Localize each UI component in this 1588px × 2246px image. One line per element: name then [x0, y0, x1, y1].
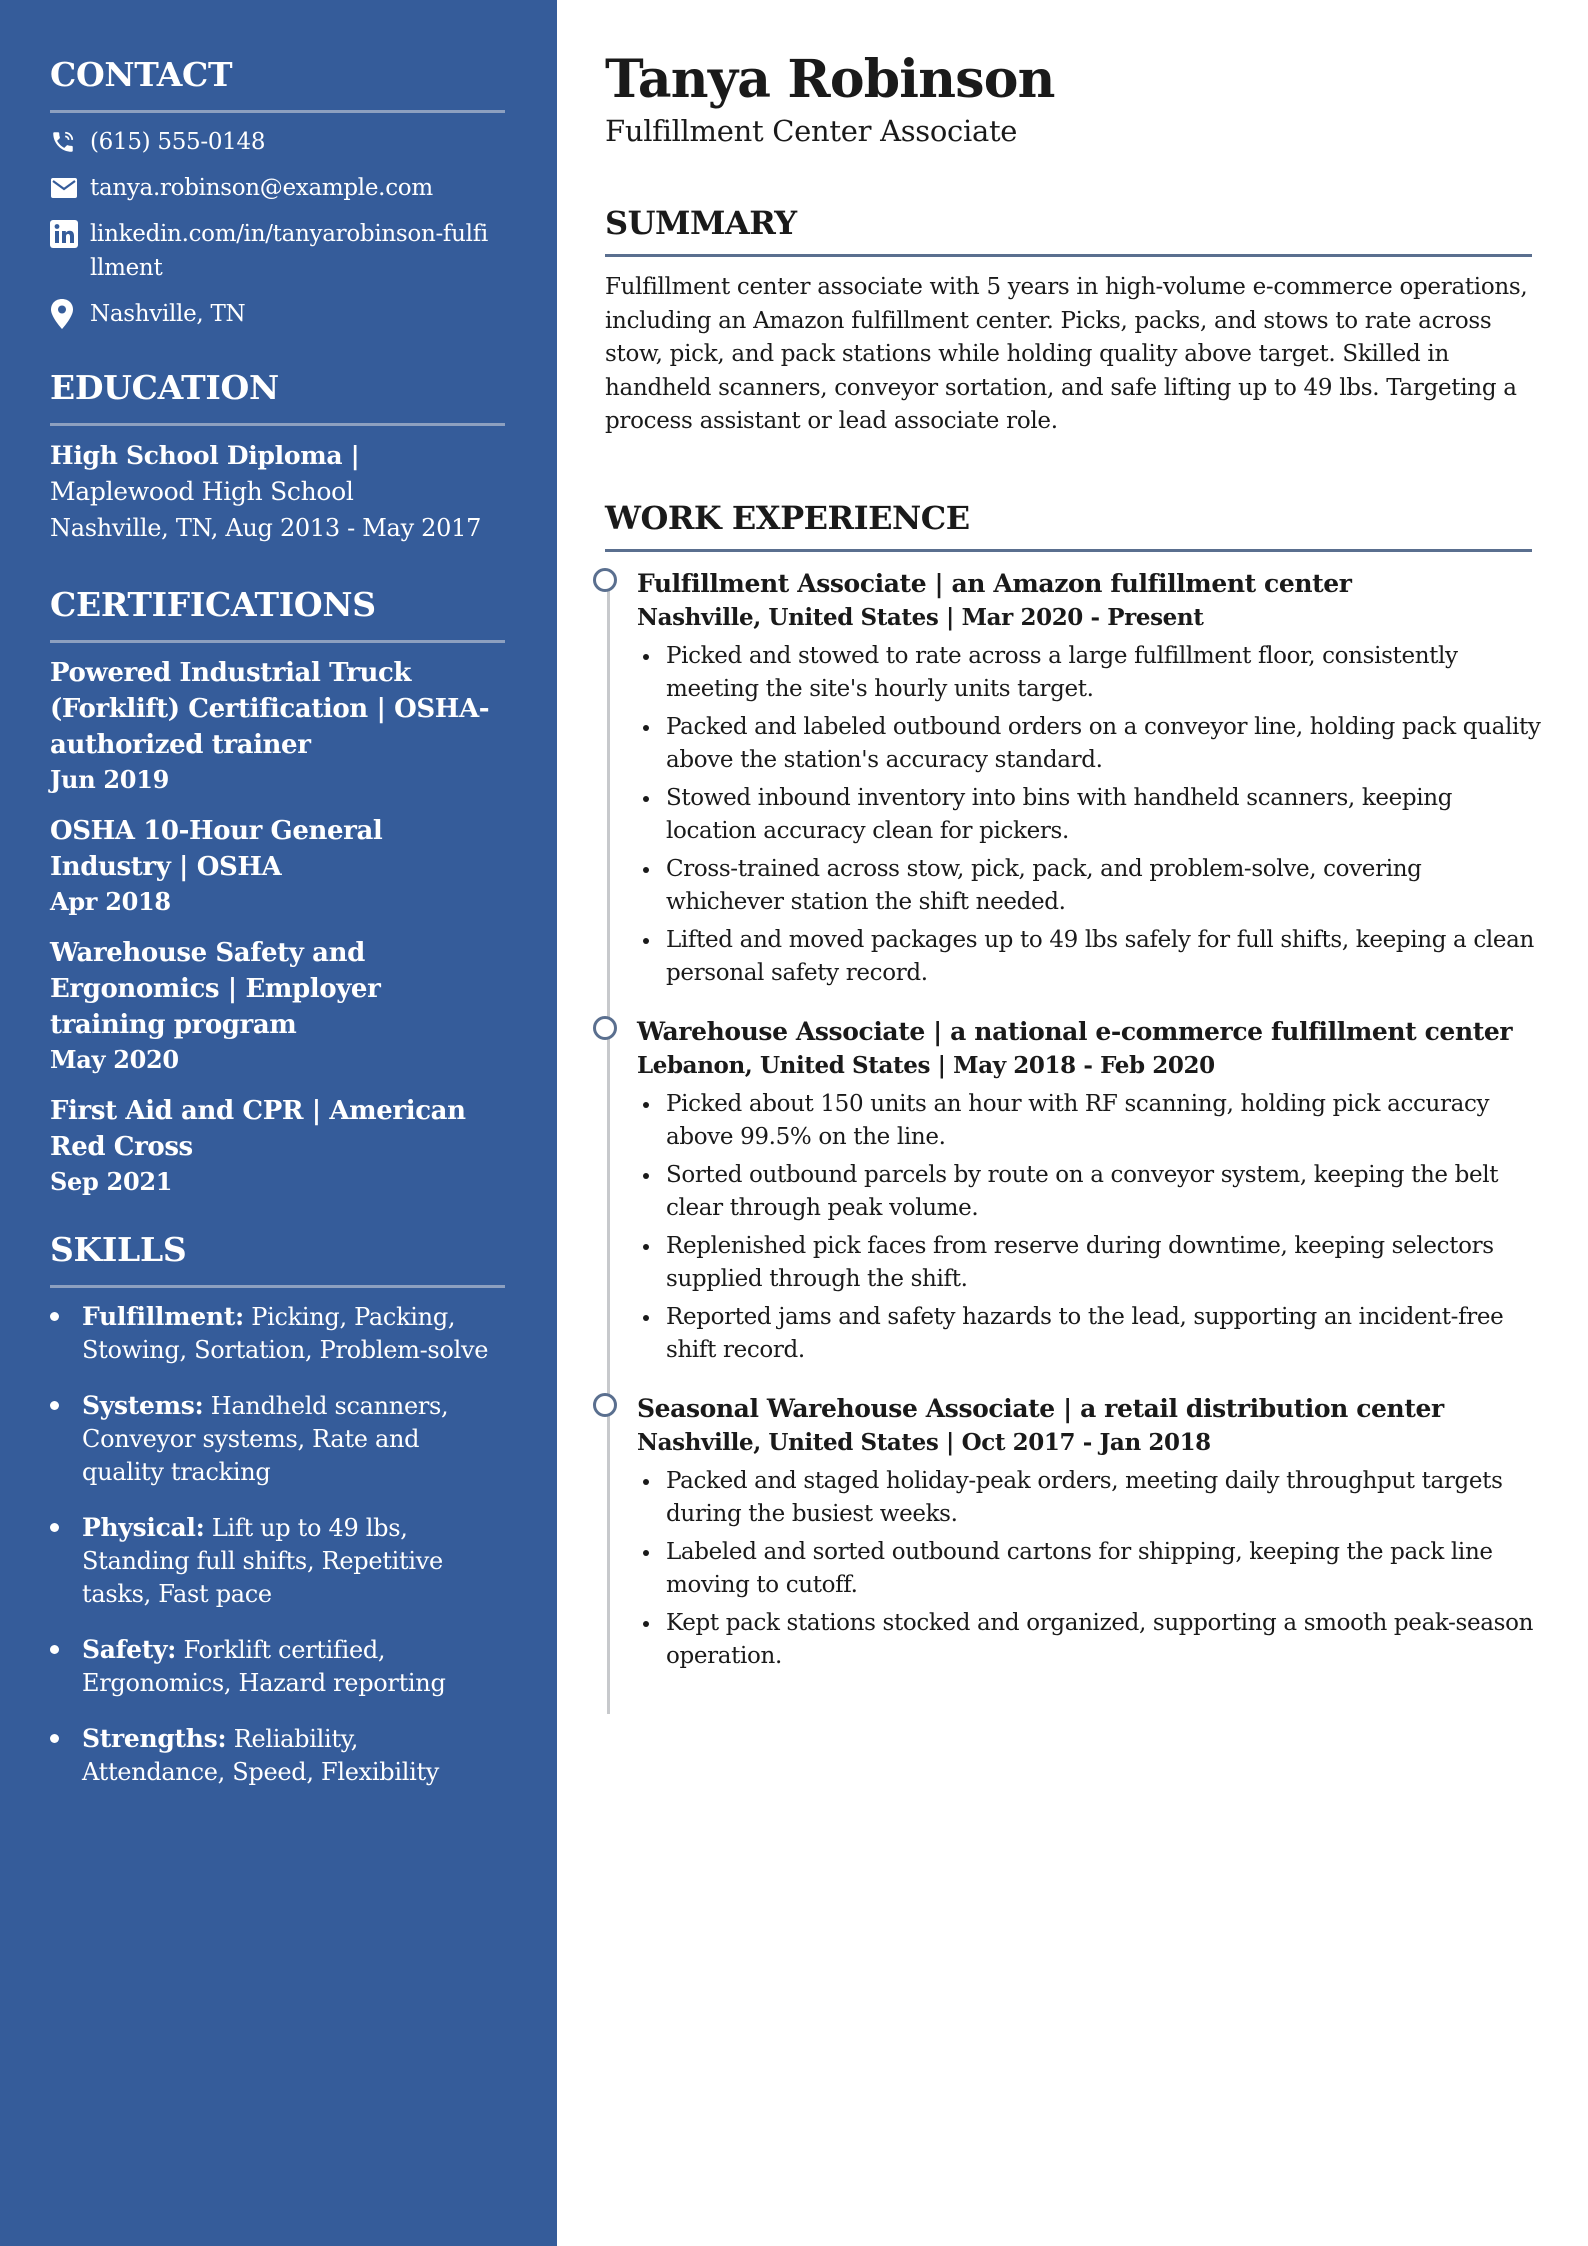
skill-label: Fulfillment:: [82, 1302, 244, 1331]
education-separator: |: [342, 441, 360, 470]
bullet-text: Reported jams and safety hazards to the lead, supporting an incident-free shift record.: [666, 1303, 1504, 1363]
summary-heading: SUMMARY: [605, 204, 797, 242]
skill-value: Lift up to 49 lbs, Standing full shifts, Repetitive tasks, Fast pace: [82, 1514, 443, 1608]
job-bullet: [637, 924, 1545, 990]
contact-location: [50, 297, 505, 331]
contact-phone[interactable]: [50, 125, 505, 159]
email-text: tanya.robinson@example.com: [90, 175, 433, 201]
bullet-text: Sorted outbound parcels by route on a conveyor system, keeping the belt clear through peak volume.: [666, 1161, 1499, 1221]
skills-list: [50, 1300, 505, 1789]
bullet-dot: [643, 1315, 649, 1321]
job-entry: [637, 566, 1545, 990]
skill-label: Safety:: [82, 1635, 177, 1664]
certification-item: [50, 1093, 505, 1199]
bullet-text: Picked about 150 units an hour with RF scanning, holding pick accuracy above 99.5% on the line.: [666, 1090, 1490, 1150]
location-text: Nashville, TN: [90, 301, 246, 327]
job-title: Fulfillment Center Associate: [605, 114, 1018, 148]
skill-value: Picking, Packing, Stowing, Sortation, Problem-solve: [82, 1303, 489, 1364]
job-bullet: [637, 1607, 1545, 1673]
education-details: Nashville, TN, Aug 2013 - May 2017: [50, 514, 482, 542]
skill-value: Reliability, Attendance, Speed, Flexibility: [82, 1725, 440, 1786]
divider: [50, 423, 505, 426]
contact-linkedin[interactable]: [50, 217, 505, 285]
bullet-text: Picked and stowed to rate across a large fulfillment floor, consistently meeting the site's hourly units target.: [666, 642, 1458, 702]
certification-item: [50, 813, 505, 919]
bullet-dot: [643, 1102, 649, 1108]
bullet-text: Kept pack stations stocked and organized, supporting a smooth peak-season operation.: [666, 1609, 1534, 1669]
job-bullet: [637, 1465, 1545, 1531]
divider: [50, 640, 505, 643]
certification-date: Apr 2018: [50, 887, 171, 916]
timeline-marker: [593, 1016, 617, 1040]
skill-item: [50, 1511, 505, 1611]
bullet-dot: [643, 1244, 649, 1250]
summary-text: Fulfillment center associate with 5 years in high-volume e-commerce operations, including an Amazon fulfillment center. Picks, packs, and stows to rate across stow, pick, and pack stations while holding quality above target. Skilled in handheld scanners, conveyor sortation, and safe lifting up to 49 lbs. Targeting a process assistant or lead associate role.: [605, 274, 1528, 434]
job-bullets: [637, 1088, 1545, 1367]
skill-value: Forklift certified, Ergonomics, Hazard reporting: [82, 1636, 446, 1697]
education-heading: EDUCATION: [50, 368, 279, 407]
experience-heading: WORK EXPERIENCE: [605, 498, 970, 537]
job-entry-title: Fulfillment Associate | an Amazon fulfillment center: [637, 568, 1352, 598]
education-entry: [50, 438, 505, 546]
bullet-text: Lifted and moved packages up to 49 lbs safely for full shifts, keeping a clean personal safety record.: [666, 926, 1534, 986]
timeline-line: [607, 584, 610, 1714]
divider: [605, 254, 1532, 257]
bullet-dot: [643, 938, 649, 944]
bullet-dot: [50, 1645, 59, 1654]
contact-heading: CONTACT: [50, 55, 233, 94]
education-school: Maplewood High School: [50, 477, 354, 506]
candidate-name: Tanya Robinson: [605, 49, 1055, 110]
skills-heading: SKILLS: [50, 1230, 187, 1269]
skill-label: Strengths:: [82, 1724, 227, 1753]
certifications-list: [50, 655, 505, 1199]
bullet-text: Packed and labeled outbound orders on a conveyor line, holding pack quality above the station's accuracy standard.: [666, 713, 1541, 773]
certification-item: [50, 655, 505, 797]
education-line: [50, 438, 480, 510]
job-bullet: [637, 711, 1545, 777]
phone-icon: [50, 125, 90, 159]
bullet-dot: [643, 1550, 649, 1556]
job-entry-meta: Nashville, United States | Mar 2020 - Present: [637, 603, 1204, 631]
skill-item: [50, 1722, 505, 1789]
education-degree: High School Diploma: [50, 441, 343, 470]
job-bullet: [637, 1088, 1545, 1154]
job-entry-meta: Nashville, United States | Oct 2017 - Jan 2018: [637, 1428, 1211, 1456]
job-bullet: [637, 853, 1545, 919]
phone-text: (615) 555-0148: [90, 129, 266, 155]
job-bullet: [637, 1159, 1545, 1225]
skill-item: [50, 1389, 505, 1489]
timeline-marker: [593, 1393, 617, 1417]
certification-title: Warehouse Safety and Ergonomics | Employer training program: [50, 938, 381, 1040]
bullet-dot: [643, 654, 649, 660]
certification-date: Jun 2019: [50, 765, 170, 794]
skill-value: Handheld scanners, Conveyor systems, Rate and quality tracking: [82, 1392, 449, 1486]
contact-email[interactable]: [50, 171, 505, 205]
bullet-text: Packed and staged holiday-peak orders, meeting daily throughput targets during the busiest weeks.: [666, 1467, 1503, 1527]
linkedin-icon: [50, 217, 90, 251]
job-bullets: [637, 640, 1545, 990]
linkedin-text: linkedin.com/in/tanyarobinson-fulfillment: [90, 221, 488, 281]
skill-label: Physical:: [82, 1513, 205, 1542]
bullet-dot: [643, 867, 649, 873]
bullet-dot: [50, 1523, 59, 1532]
bullet-dot: [50, 1401, 59, 1410]
job-bullet: [637, 1230, 1545, 1296]
bullet-dot: [50, 1312, 59, 1321]
timeline-marker: [593, 568, 617, 592]
bullet-dot: [643, 1621, 649, 1627]
certification-item: [50, 935, 505, 1077]
location-icon: [50, 297, 90, 331]
main-content: [605, 48, 1545, 1697]
bullet-dot: [643, 1479, 649, 1485]
divider: [605, 549, 1532, 552]
bullet-dot: [643, 796, 649, 802]
divider: [50, 1285, 505, 1288]
job-bullet: [637, 1301, 1545, 1367]
bullet-text: Replenished pick faces from reserve during downtime, keeping selectors supplied through the shift.: [666, 1232, 1494, 1292]
bullet-dot: [643, 1173, 649, 1179]
job-bullet: [637, 782, 1545, 848]
certification-title: First Aid and CPR | American Red Cross: [50, 1096, 466, 1162]
certification-date: May 2020: [50, 1045, 179, 1074]
email-icon: [50, 171, 90, 205]
divider: [50, 110, 505, 113]
bullet-text: Stowed inbound inventory into bins with handheld scanners, keeping location accuracy clean for pickers.: [666, 784, 1453, 844]
certification-title: Powered Industrial Truck (Forklift) Certification | OSHA-authorized trainer: [50, 658, 490, 760]
job-entry-title: Seasonal Warehouse Associate | a retail distribution center: [637, 1393, 1444, 1423]
certifications-heading: CERTIFICATIONS: [50, 585, 376, 624]
certification-title: OSHA 10-Hour General Industry | OSHA: [50, 816, 383, 882]
sidebar: [0, 0, 557, 2246]
skill-item: [50, 1633, 505, 1700]
skill-item: [50, 1300, 505, 1367]
bullet-dot: [643, 725, 649, 731]
bullet-text: Labeled and sorted outbound cartons for shipping, keeping the pack line moving to cutoff.: [666, 1538, 1493, 1598]
bullet-text: Cross-trained across stow, pick, pack, and problem-solve, covering whichever station the shift needed.: [666, 855, 1422, 915]
certification-date: Sep 2021: [50, 1167, 173, 1196]
job-entry: [637, 1391, 1545, 1673]
job-entry-title: Warehouse Associate | a national e-commerce fulfillment center: [637, 1016, 1513, 1046]
experience-timeline: [605, 566, 1545, 1673]
job-bullet: [637, 1536, 1545, 1602]
job-entry: [637, 1014, 1545, 1367]
job-bullets: [637, 1465, 1545, 1673]
bullet-dot: [50, 1734, 59, 1743]
skill-label: Systems:: [82, 1391, 204, 1420]
job-entry-meta: Lebanon, United States | May 2018 - Feb 2020: [637, 1051, 1215, 1079]
job-bullet: [637, 640, 1545, 706]
